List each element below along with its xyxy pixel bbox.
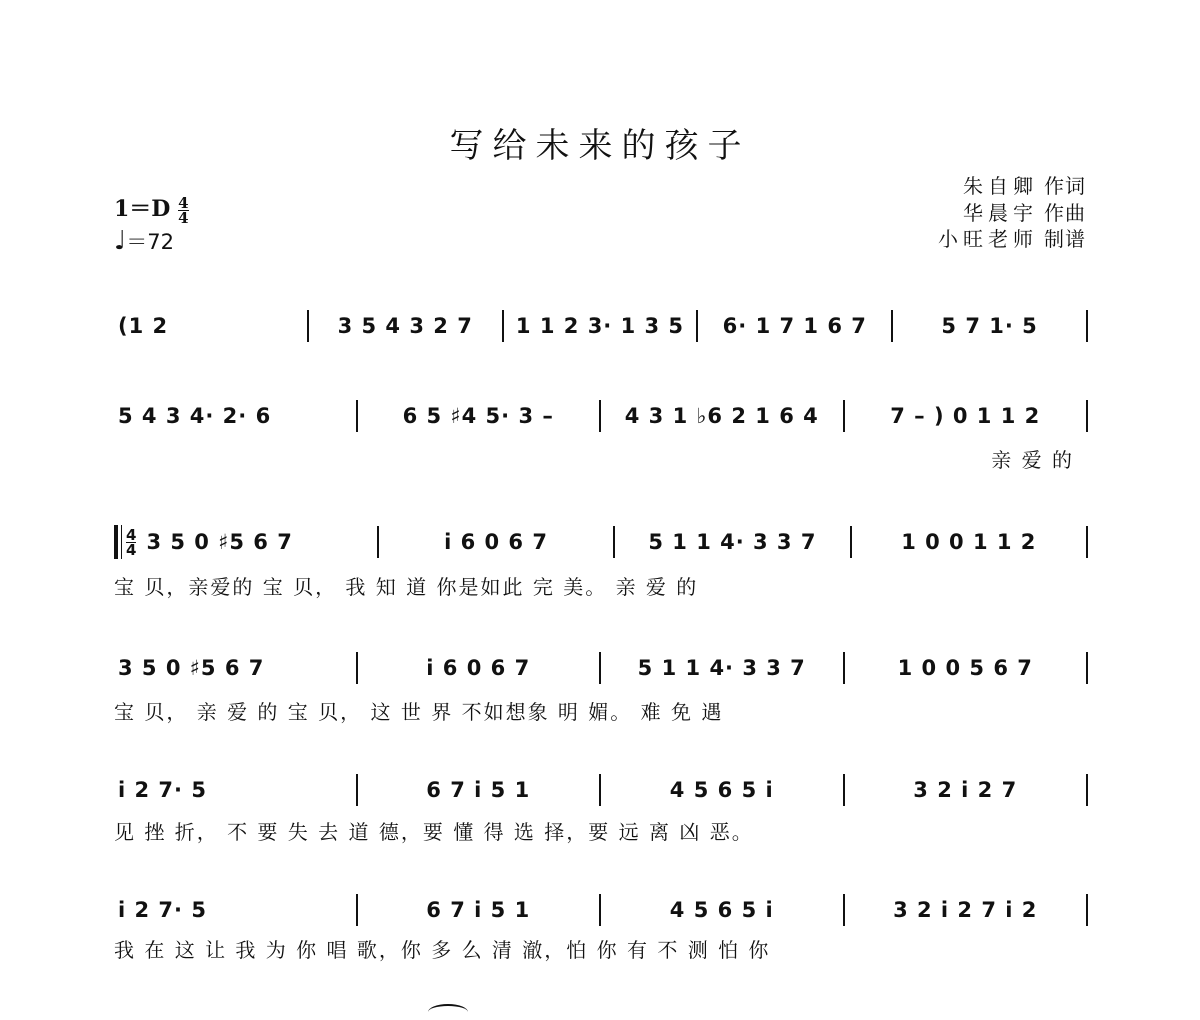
credit-name: 华晨宇	[963, 201, 1038, 225]
time-signature-inline	[126, 525, 137, 559]
tempo-value: ＝72	[126, 230, 174, 254]
measure: 3 2 i 2 7	[913, 778, 1018, 802]
barline-end	[1086, 774, 1088, 806]
time-signature-bottom: 4	[178, 208, 189, 227]
key-signature	[114, 192, 189, 225]
lyrics-line-3: 宝 贝，亲爱的 宝 贝， 我 知 道 你是如此 完 美。 亲 爱 的	[114, 575, 699, 599]
time-signature-top: 4	[178, 193, 189, 212]
measure: 7 – ) 0 1 1 2	[890, 404, 1041, 428]
measure: 6· 1 7 1 6 7	[722, 314, 867, 338]
repeat-barline-thin	[121, 525, 122, 559]
measure: 4 3 1 ♭6 2 1 6 4	[624, 404, 819, 428]
time-signature-top: 4	[126, 525, 137, 544]
measure: 5 4 3 4· 2· 6	[118, 404, 272, 428]
credit-name: 小旺老师	[938, 227, 1038, 251]
measure: i 6 0 6 7	[426, 656, 531, 680]
barline-end	[1086, 310, 1088, 342]
measure: 4 5 6 5 i	[669, 778, 774, 802]
quarter-note-icon: ♩	[114, 226, 127, 256]
repeat-barline	[114, 525, 118, 559]
score-system-3	[114, 522, 1088, 562]
score-system-4	[114, 648, 1088, 688]
lyrics-line-5: 见 挫 折， 不 要 失 去 道 德，要 懂 得 选 择，要 远 离 凶 恶。	[114, 820, 754, 844]
measure: 3 5 0 ♯5 6 7	[146, 530, 293, 554]
key-label: 1＝D	[114, 196, 171, 222]
measure: 1 1 2 3· 1 3 5	[515, 314, 685, 338]
measure: 5 1 1 4· 3 3 7	[648, 530, 817, 554]
measure: i 2 7· 5	[118, 898, 207, 922]
measure: 1 0 0 5 6 7	[897, 656, 1033, 680]
measure: 5 7 1· 5	[941, 314, 1038, 338]
measure: 4 5 6 5 i	[669, 898, 774, 922]
credit-role: 作曲	[1044, 201, 1086, 225]
lyrics-line-2: 亲 爱 的	[991, 448, 1074, 472]
measure: 1 0 0 1 1 2	[901, 530, 1037, 554]
measure: 3 2 i 2 7 i 2	[893, 898, 1038, 922]
measure: 6 5 ♯4 5· 3 –	[402, 404, 554, 428]
tempo-marking	[114, 226, 174, 256]
credit-name: 朱自卿	[963, 174, 1038, 198]
measure: i 2 7· 5	[118, 778, 207, 802]
page-title: 写给未来的孩子	[449, 126, 751, 166]
credit-role: 制谱	[1044, 227, 1086, 251]
score-system-2	[114, 396, 1088, 436]
lyrics-line-4: 宝 贝， 亲 爱 的 宝 贝， 这 世 界 不如想象 明 媚。 难 免 遇	[114, 700, 724, 724]
barline-end	[1086, 400, 1088, 432]
measure: 6 7 i 5 1	[426, 778, 531, 802]
barline-end	[1086, 894, 1088, 926]
credit-arranger	[938, 223, 1086, 252]
time-signature	[178, 193, 189, 227]
measure: 3 5 0 ♯5 6 7	[118, 656, 265, 680]
measure: 5 1 1 4· 3 3 7	[637, 656, 806, 680]
score-system-5	[114, 770, 1088, 810]
credit-role: 作词	[1044, 174, 1086, 198]
credit-composer	[963, 197, 1086, 226]
barline-end	[1086, 526, 1088, 558]
measure: (1 2	[118, 314, 169, 338]
measure: 3 5 4 3 2 7	[337, 314, 473, 338]
measure: i 6 0 6 7	[444, 530, 548, 554]
score-system-6	[114, 890, 1088, 930]
score-system-1	[114, 306, 1088, 346]
barline-end	[1086, 652, 1088, 684]
lyrics-line-6: 我 在 这 让 我 为 你 唱 歌，你 多 么 清 澈，怕 你 有 不 测 怕 你	[114, 938, 771, 962]
measure: 6 7 i 5 1	[426, 898, 531, 922]
time-signature-bottom: 4	[126, 540, 137, 559]
credit-lyricist	[963, 170, 1086, 199]
